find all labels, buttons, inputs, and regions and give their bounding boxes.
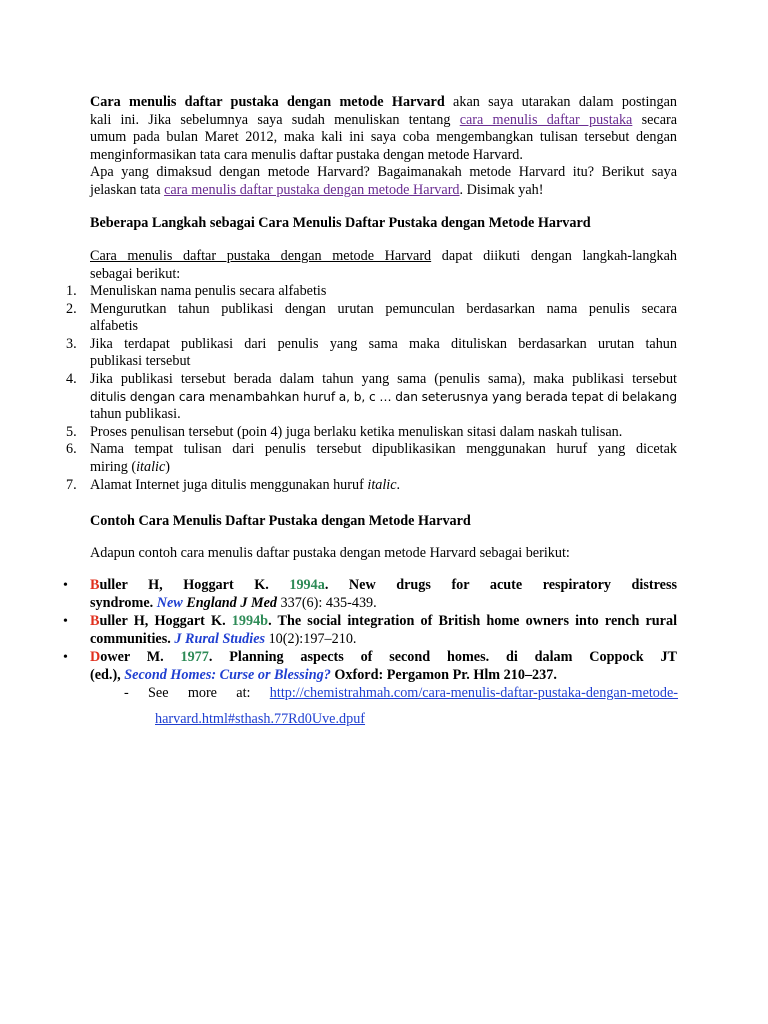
list-item: 3. Jika terdapat publikasi dari penulis yang sama maka dituliskan berdasarkan urutan tahun publikasi tersebut (66, 335, 677, 370)
reference-item: • Dower M. 1977. Planning aspects of second homes. di dalam Coppock JT (ed.), Second Homes: Curse or Blessing? Oxford: Pergamon Pr. Hlm 210–237. (63, 649, 678, 683)
intro-line-1: Cara menulis daftar pustaka dengan metode Harvard akan saya utarakan dalam postingan (90, 94, 677, 110)
steps-list (66, 283, 677, 494)
reference-item: • Buller H, Hoggart K. 1994a. New drugs for acute respiratory distress syndrome. New England J Med 337(6): 435-439. (63, 577, 677, 611)
intro-bold-title: Cara menulis daftar pustaka dengan metode Harvard (90, 94, 445, 110)
reference-item: • Buller H, Hoggart K. 1994b. The social integration of British home owners into rench rural communities. J Rural Studies 10(2):197–210. (63, 613, 678, 647)
see-more-url[interactable]: http://chemistrahmah.com/cara-menulis-daftar-pustaka-dengan-metode- (269, 685, 679, 701)
intro-line-4: menginformasikan tata cara menulis daftar pustaka dengan metode Harvard. (90, 146, 523, 163)
intro-line-5: Apa yang dimaksud dengan metode Harvard? Bagaimanakah metode Harvard itu? Berikut saya (90, 164, 677, 181)
link-cara-menulis-harvard[interactable]: cara menulis daftar pustaka dengan metode Harvard (164, 181, 460, 198)
intro-line-3: umum pada bulan Maret 2012, maka kali ini saya coba mengembangkan tulisan tersebut dengan (90, 129, 677, 146)
see-more-label: - See more at: (124, 685, 251, 701)
list-item: 6. Nama tempat tulisan dari penulis tersebut dipublikasikan menggunakan huruf yang dicetak miring (italic) (66, 441, 677, 475)
reference-year: 1994a (289, 577, 325, 593)
bullet-icon: • (63, 614, 68, 629)
intro-line-2: kali ini. Jika sebelumnya saya sudah menuliskan tentang cara menulis daftar pustaka secara (90, 111, 678, 128)
steps-intro-underlined: Cara menulis daftar pustaka dengan metode Harvard (90, 248, 432, 264)
list-item: 5. Proses penulisan tersebut (poin 4) juga berlaku ketika menuliskan sitasi dalam naskah tulisan. (66, 423, 623, 440)
intro-paragraph (90, 94, 677, 200)
list-item: 1. Menuliskan nama penulis secara alfabetis (66, 283, 327, 299)
example-intro: Adapun contoh cara menulis daftar pustaka dengan metode Harvard sebagai berikut: (90, 545, 570, 561)
see-more (124, 685, 678, 703)
steps-intro: Cara menulis daftar pustaka dengan metode Harvard dapat diikuti dengan langkah-langkah sebagai berikut: (90, 248, 677, 282)
section-heading-steps: Beberapa Langkah sebagai Cara Menulis Daftar Pustaka dengan Metode Harvard (90, 215, 591, 231)
bullet-icon: • (63, 650, 68, 665)
link-cara-menulis-daftar-pustaka[interactable]: cara menulis daftar pustaka (459, 111, 633, 128)
bullet-icon: • (63, 578, 68, 593)
section-heading-examples: Contoh Cara Menulis Daftar Pustaka dengan Metode Harvard (90, 513, 471, 529)
see-more-url-cont (155, 711, 675, 729)
intro-line-6: jelaskan tata cara menulis daftar pustaka dengan metode Harvard. Disimak yah! (90, 181, 544, 198)
list-item: 2. Mengurutkan tahun publikasi dengan urutan pemunculan berdasarkan nama penulis secara alfabetis (66, 300, 677, 335)
list-item: 4. Jika publikasi tersebut berada dalam tahun yang sama (penulis sama), maka publikasi tersebut ditulis dengan cara menambahkan huruf a, b, c … dan seterusnya yang berada tepat di belakang tahun publikasi. (66, 370, 677, 423)
reference-year: 1977 (180, 649, 209, 665)
list-item: 7. Alamat Internet juga ditulis menggunakan huruf italic. (66, 476, 401, 493)
reference-year: 1994b (231, 613, 269, 629)
see-more-url-line2[interactable]: harvard.html#sthash.77Rd0Uve.dpuf (155, 711, 366, 727)
